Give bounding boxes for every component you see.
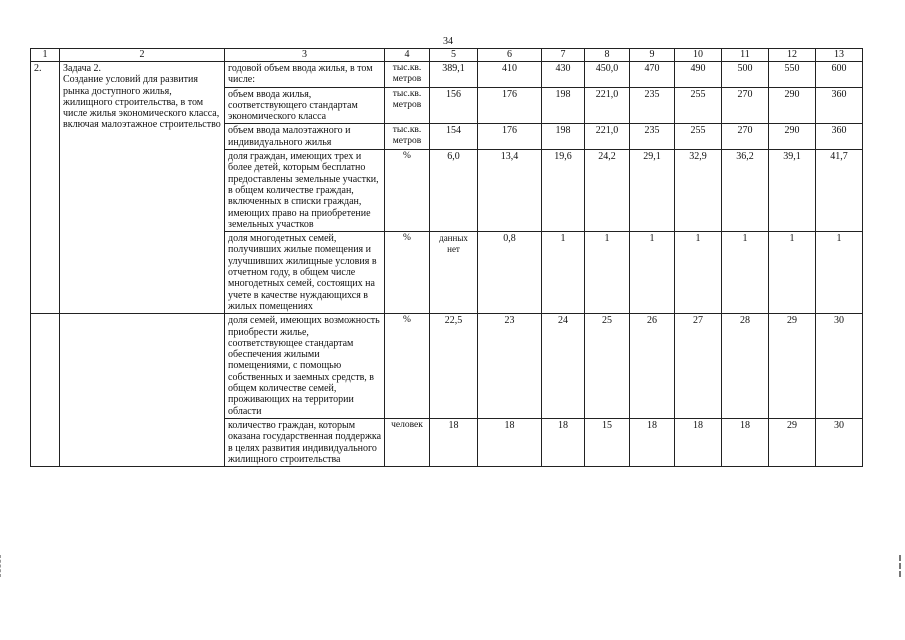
value-cell: 430 (542, 62, 585, 88)
value-cell: 290 (769, 87, 816, 124)
value-cell: 198 (542, 124, 585, 150)
value-cell: 1 (722, 232, 769, 314)
indicator-cell: доля граждан, имеющих трех и более детей, которым бесплатно предоставлены земельные участки, в общем количестве граждан, включенных в списки граждан, имеющих право на приобретение земельных участков (225, 150, 385, 232)
value-cell: 23 (478, 314, 542, 419)
task-description-cell: Задача 2. Создание условий для развития рынка доступного жилья, жилищного строительства, в том числе жилья экономического класса, включая малоэтажное строительство (60, 62, 225, 314)
header-cell: 11 (722, 49, 769, 62)
value-cell: 39,1 (769, 150, 816, 232)
value-cell: 270 (722, 124, 769, 150)
value-cell: 19,6 (542, 150, 585, 232)
value-cell: 1 (585, 232, 630, 314)
unit-cell: % (385, 314, 430, 419)
value-cell: 255 (675, 87, 722, 124)
indicator-cell: объем ввода малоэтажного и индивидуального жилья (225, 124, 385, 150)
value-cell: 41,7 (816, 150, 863, 232)
indicator-table (30, 48, 863, 467)
value-cell: данных нет (430, 232, 478, 314)
indicator-cell: доля семей, имеющих возможность приобрести жилье, соответствующее стандартам обеспечения жилыми помещениями, с помощью собственных и заемных средств, в общем количестве семей, проживающих на территории области (225, 314, 385, 419)
header-cell: 7 (542, 49, 585, 62)
value-cell: 32,9 (675, 150, 722, 232)
value-cell: 235 (630, 87, 675, 124)
value-cell: 25 (585, 314, 630, 419)
header-cell: 10 (675, 49, 722, 62)
value-cell: 176 (478, 87, 542, 124)
value-cell: 24 (542, 314, 585, 419)
unit-cell: % (385, 232, 430, 314)
value-cell: 221,0 (585, 87, 630, 124)
value-cell: 22,5 (430, 314, 478, 419)
unit-cell: тыс.кв. метров (385, 62, 430, 88)
value-cell: 470 (630, 62, 675, 88)
header-cell: 8 (585, 49, 630, 62)
task-number-cell: 2. (31, 62, 60, 314)
empty-task-cell (60, 314, 225, 467)
value-cell: 154 (430, 124, 478, 150)
value-cell: 1 (675, 232, 722, 314)
value-cell: 600 (816, 62, 863, 88)
indicator-cell: объем ввода жилья, соответствующего стандартам экономического класса (225, 87, 385, 124)
header-cell: 4 (385, 49, 430, 62)
value-cell: 235 (630, 124, 675, 150)
value-cell: 550 (769, 62, 816, 88)
value-cell: 360 (816, 124, 863, 150)
value-cell: 0,8 (478, 232, 542, 314)
value-cell: 6,0 (430, 150, 478, 232)
value-cell: 500 (722, 62, 769, 88)
header-cell: 1 (31, 49, 60, 62)
header-cell: 5 (430, 49, 478, 62)
value-cell: 255 (675, 124, 722, 150)
value-cell: 156 (430, 87, 478, 124)
value-cell: 1 (769, 232, 816, 314)
value-cell: 18 (722, 418, 769, 466)
value-cell: 29 (769, 314, 816, 419)
value-cell: 450,0 (585, 62, 630, 88)
value-cell: 26 (630, 314, 675, 419)
value-cell: 490 (675, 62, 722, 88)
table-row (31, 314, 863, 419)
header-row (31, 49, 863, 62)
value-cell: 360 (816, 87, 863, 124)
value-cell: 18 (430, 418, 478, 466)
value-cell: 1 (630, 232, 675, 314)
value-cell: 13,4 (478, 150, 542, 232)
value-cell: 29 (769, 418, 816, 466)
indicator-cell: годовой объем ввода жилья, в том числе: (225, 62, 385, 88)
value-cell: 24,2 (585, 150, 630, 232)
page-number: 34 (443, 36, 453, 47)
header-cell: 6 (478, 49, 542, 62)
value-cell: 221,0 (585, 124, 630, 150)
indicator-cell: количество граждан, которым оказана государственная поддержка в целях развития индивидуального жилищного строительства (225, 418, 385, 466)
value-cell: 18 (630, 418, 675, 466)
value-cell: 28 (722, 314, 769, 419)
empty-number-cell (31, 314, 60, 467)
header-cell: 13 (816, 49, 863, 62)
unit-cell: человек (385, 418, 430, 466)
unit-cell: тыс.кв. метров (385, 124, 430, 150)
value-cell: 1 (816, 232, 863, 314)
header-cell: 3 (225, 49, 385, 62)
value-cell: 198 (542, 87, 585, 124)
scan-margin-mark-right (899, 555, 905, 577)
value-cell: 1 (542, 232, 585, 314)
header-cell: 9 (630, 49, 675, 62)
unit-cell: тыс.кв. метров (385, 87, 430, 124)
value-cell: 18 (478, 418, 542, 466)
value-cell: 410 (478, 62, 542, 88)
value-cell: 27 (675, 314, 722, 419)
scan-margin-mark-left (0, 555, 5, 577)
header-cell: 12 (769, 49, 816, 62)
value-cell: 30 (816, 418, 863, 466)
value-cell: 36,2 (722, 150, 769, 232)
indicator-cell: доля многодетных семей, получивших жилые помещения и улучшивших жилищные условия в отчетном году, в общем числе многодетных семей, состоящих на учете в качестве нуждающихся в жилых помещениях (225, 232, 385, 314)
indicator-table-container (30, 48, 862, 467)
value-cell: 176 (478, 124, 542, 150)
value-cell: 270 (722, 87, 769, 124)
value-cell: 30 (816, 314, 863, 419)
value-cell: 389,1 (430, 62, 478, 88)
table-row (31, 62, 863, 88)
value-cell: 290 (769, 124, 816, 150)
unit-cell: % (385, 150, 430, 232)
header-cell: 2 (60, 49, 225, 62)
value-cell: 18 (675, 418, 722, 466)
value-cell: 18 (542, 418, 585, 466)
value-cell: 29,1 (630, 150, 675, 232)
value-cell: 15 (585, 418, 630, 466)
